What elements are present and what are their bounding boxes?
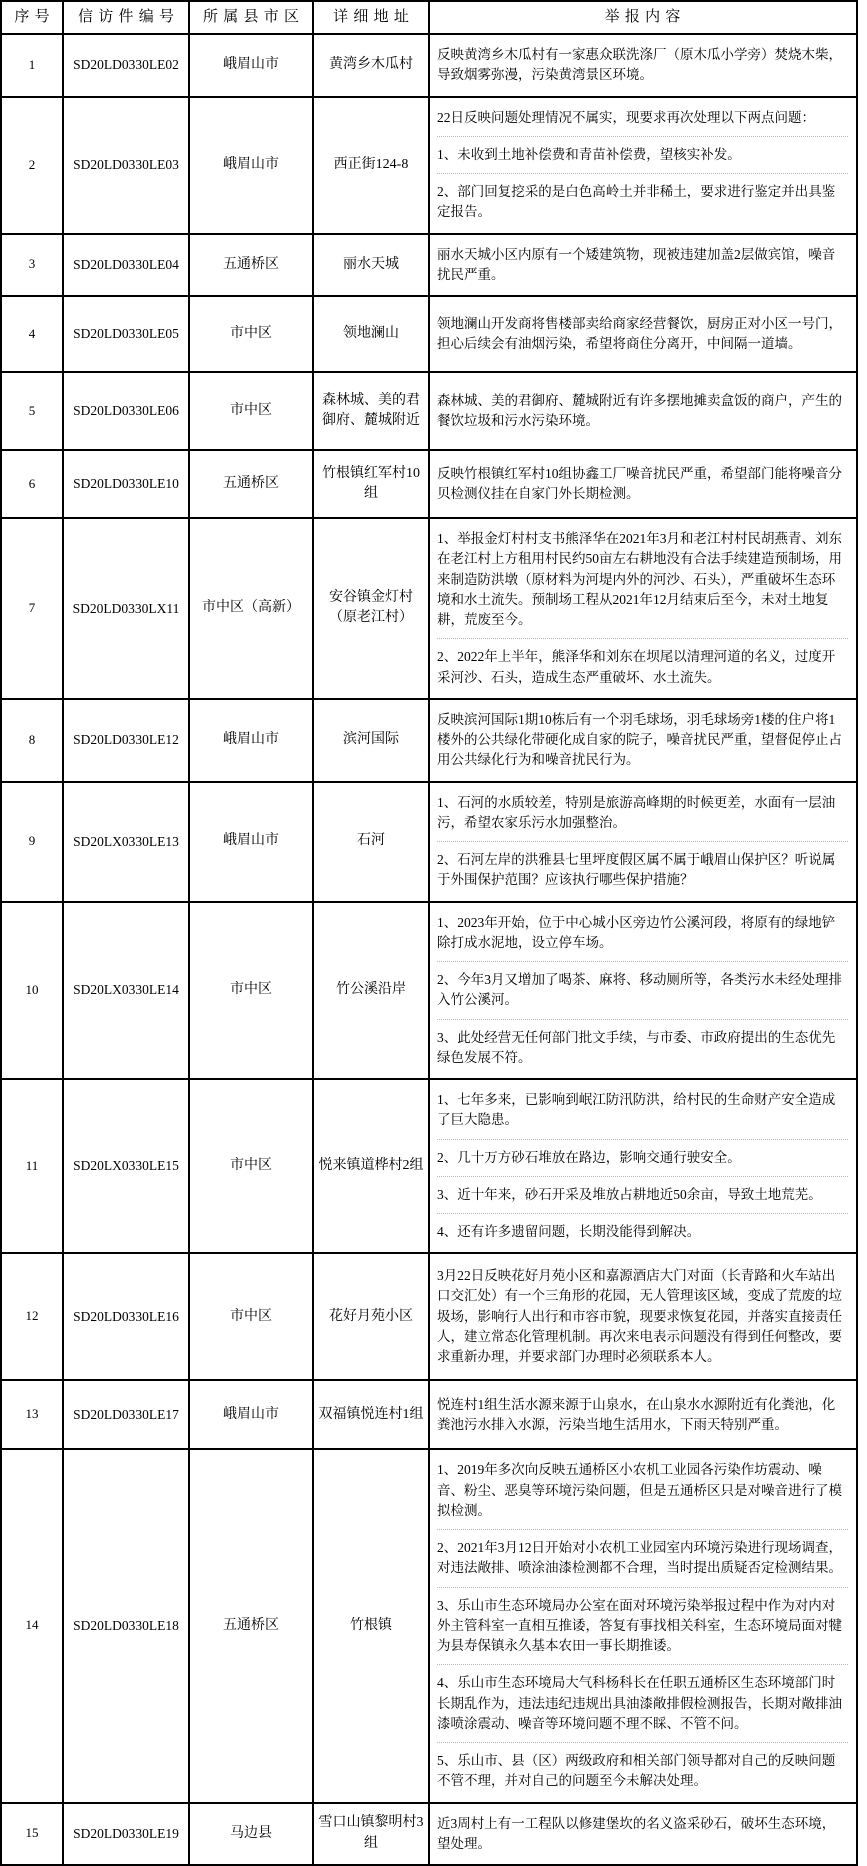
- address-cell: 竹根镇: [314, 1450, 428, 1801]
- petition-code-cell: SD20LX0330LE15: [64, 1080, 188, 1252]
- report-paragraph: 2、部门回复挖采的是白色高岭土并非稀土，要求进行鉴定并出具鉴定报告。: [437, 173, 848, 231]
- district-cell: 市中区（高新）: [190, 519, 312, 698]
- address-cell: 黄湾乡木瓜村: [314, 35, 428, 96]
- report-content-cell: [430, 783, 856, 901]
- address-cell: 石河: [314, 783, 428, 901]
- row-number-cell: 4: [2, 297, 62, 371]
- report-content-cell: [430, 1080, 856, 1252]
- report-paragraph: 1、七年多来，已影响到岷江防汛防洪，给村民的生命财产安全造成了巨大隐患。: [437, 1092, 836, 1128]
- address-cell: 竹公溪沿岸: [314, 903, 428, 1079]
- row-number-cell: 6: [2, 451, 62, 517]
- report-content-cell: [430, 98, 856, 233]
- table-row: [2, 235, 856, 296]
- report-content-cell: [430, 903, 856, 1079]
- district-cell: 五通桥区: [190, 235, 312, 296]
- district-cell: 市中区: [190, 297, 312, 371]
- district-cell: 峨眉山市: [190, 700, 312, 781]
- report-content-cell: [430, 1804, 856, 1865]
- report-content-cell: [430, 297, 856, 371]
- address-cell: 双福镇悦连村1组: [314, 1381, 428, 1448]
- petition-code-cell: SD20LD0330LE12: [64, 700, 188, 781]
- address-cell: 森林城、美的君御府、麓城附近: [314, 373, 428, 449]
- report-content-cell: [430, 1450, 856, 1801]
- address-cell: 丽水天城: [314, 235, 428, 296]
- row-number-cell: 7: [2, 519, 62, 698]
- district-cell: 五通桥区: [190, 451, 312, 517]
- table-row: [2, 35, 856, 96]
- row-number-cell: 11: [2, 1080, 62, 1252]
- report-content-cell: [430, 1381, 856, 1448]
- petition-code-cell: SD20LD0330LX11: [64, 519, 188, 698]
- report-content-cell: [430, 451, 856, 517]
- district-cell: 五通桥区: [190, 1450, 312, 1801]
- table-row: [2, 1804, 856, 1865]
- address-cell: 悦来镇道桦村2组: [314, 1080, 428, 1252]
- petition-code-cell: SD20LD0330LE02: [64, 35, 188, 96]
- table-row: [2, 1450, 856, 1801]
- district-cell: 峨眉山市: [190, 98, 312, 233]
- report-paragraph: 反映竹根镇红军村10组协鑫工厂噪音扰民严重，希望部门能将噪音分贝检测仪挂在自家门外长期检测。: [437, 465, 842, 501]
- report-paragraph: 1、2023年开始，位于中心城小区旁边竹公溪河段，将原有的绿地铲除打成水泥地，设立停车场。: [437, 914, 836, 950]
- report-paragraph: 领地澜山开发商将售楼部卖给商家经营餐饮，厨房正对小区一号门，担心后续会有油烟污染，希望将商住分离开，中间隔一道墙。: [437, 315, 842, 351]
- address-cell: 雪口山镇黎明村3组: [314, 1804, 428, 1865]
- report-paragraph: 2、2021年3月12日开始对小农机工业园室内环境污染进行现场调查，对违法敞排、喷涂油漆检测都不合理，当时提出质疑否定检测结果。: [437, 1529, 848, 1587]
- petition-code-cell: SD20LD0330LE10: [64, 451, 188, 517]
- report-paragraph: 3、乐山市生态环境局办公室在面对环境污染举报过程中作为对内对外主管科室一直相互推诿，答复有事找相关科室，生态环境局面对犍为县寿保镇永久基本农田一事长期推诿。: [437, 1587, 848, 1665]
- report-paragraph: 丽水天城小区内原有一个矮建筑物，现被违建加盖2层做宾馆，噪音扰民严重。: [437, 246, 836, 282]
- district-cell: 市中区: [190, 1254, 312, 1379]
- report-content-cell: [430, 700, 856, 781]
- row-number-cell: 15: [2, 1804, 62, 1865]
- row-number-cell: 10: [2, 903, 62, 1079]
- petition-code-cell: SD20LD0330LE03: [64, 98, 188, 233]
- report-paragraph: 4、还有许多遗留问题，长期没能得到解决。: [437, 1213, 848, 1250]
- report-paragraph: 2、今年3月又增加了喝茶、麻将、移动厕所等，各类污水未经处理排入竹公溪河。: [437, 961, 848, 1019]
- address-cell: 花好月苑小区: [314, 1254, 428, 1379]
- header-serial-number: 序号: [2, 2, 62, 33]
- petition-code-cell: SD20LX0330LE13: [64, 783, 188, 901]
- report-paragraph: 2、几十万方砂石堆放在路边，影响交通行驶安全。: [437, 1139, 848, 1176]
- report-content-cell: [430, 235, 856, 296]
- address-cell: 西正街124-8: [314, 98, 428, 233]
- row-number-cell: 2: [2, 98, 62, 233]
- report-paragraph: 1、举报金灯村村支书熊泽华在2021年3月和老江村村民胡燕青、刘东在老江村上方租用村民约50亩左右耕地没有合法手续建造预制场，用来制造防洪墩（原材料为河堤内外的河沙、石头），严重破坏生态环境和水土流失。预制场工程从2021年12月结束后至今，未对土地复耕，荒废至今。: [437, 531, 842, 627]
- report-paragraph: 近3周村上有一工程队以修建堡坎的名义盗采砂石，破坏生态环境，望处理。: [437, 1815, 836, 1851]
- district-cell: 市中区: [190, 903, 312, 1079]
- report-paragraph: 森林城、美的君御府、麓城附近有许多摆地摊卖盒饭的商户，产生的餐饮垃圾和污水污染环境。: [437, 392, 842, 428]
- report-paragraph: 反映滨河国际1期10栋后有一个羽毛球场，羽毛球场旁1楼的住户将1楼外的公共绿化带硬化成自家的院子，噪音扰民严重，望督促停止占用公共绿化行为和噪音扰民行为。: [437, 711, 842, 768]
- table-row: [2, 700, 856, 781]
- table-row: [2, 297, 856, 371]
- report-content-cell: [430, 373, 856, 449]
- report-paragraph: 3、此处经营无任何部门批文手续，与市委、市政府提出的生态优先绿色发展不符。: [437, 1019, 848, 1077]
- report-paragraph: 2、石河左岸的洪雅县七里坪度假区属不属于峨眉山保护区？听说属于外围保护范围？应该执行哪些保护措施？: [437, 841, 848, 899]
- report-paragraph: 22日反映问题处理情况不属实，现要求再次处理以下两点问题：: [437, 109, 815, 125]
- table-row: [2, 1381, 856, 1448]
- table-row: [2, 373, 856, 449]
- row-number-cell: 5: [2, 373, 62, 449]
- petition-code-cell: SD20LX0330LE14: [64, 903, 188, 1079]
- table-header-row: [2, 2, 856, 33]
- row-number-cell: 8: [2, 700, 62, 781]
- district-cell: 市中区: [190, 373, 312, 449]
- petition-code-cell: SD20LD0330LE05: [64, 297, 188, 371]
- header-district: 所属县市区: [190, 2, 312, 33]
- report-paragraph: 5、乐山市、县（区）两级政府和相关部门领导都对自己的反映问题不管不理，并对自己的问题至今未解决处理。: [437, 1742, 848, 1800]
- table-row: [2, 1254, 856, 1379]
- district-cell: 峨眉山市: [190, 783, 312, 901]
- table-row: [2, 1080, 856, 1252]
- table-row: [2, 98, 856, 233]
- table-row: [2, 783, 856, 901]
- district-cell: 峨眉山市: [190, 1381, 312, 1448]
- report-paragraph: 1、2019年多次向反映五通桥区小农机工业园各污染作坊震动、噪音、粉尘、恶臭等环境污染问题，但是五通桥区只是对噪音进行了模拟检测。: [437, 1462, 842, 1518]
- district-cell: 峨眉山市: [190, 35, 312, 96]
- address-cell: 领地澜山: [314, 297, 428, 371]
- report-content-cell: [430, 1254, 856, 1379]
- table-row: [2, 519, 856, 698]
- report-paragraph: 悦连村1组生活水源来源于山泉水，在山泉水水源附近有化粪池，化粪池污水排入水源，污染当地生活用水，下雨天特别严重。: [437, 1396, 836, 1432]
- petition-code-cell: SD20LD0330LE18: [64, 1450, 188, 1801]
- row-number-cell: 1: [2, 35, 62, 96]
- report-content-cell: [430, 35, 856, 96]
- row-number-cell: 13: [2, 1381, 62, 1448]
- report-content-cell: [430, 519, 856, 698]
- header-petition-code: 信访件编号: [64, 2, 188, 33]
- row-number-cell: 3: [2, 235, 62, 296]
- table-row: [2, 903, 856, 1079]
- address-cell: 滨河国际: [314, 700, 428, 781]
- report-paragraph: 1、石河的水质较差，特别是旅游高峰期的时候更差，水面有一层油污，希望农家乐污水加强整治。: [437, 794, 836, 830]
- table-row: [2, 451, 856, 517]
- address-cell: 安谷镇金灯村（原老江村）: [314, 519, 428, 698]
- district-cell: 市中区: [190, 1080, 312, 1252]
- header-address: 详细地址: [314, 2, 428, 33]
- report-paragraph: 3月22日反映花好月苑小区和嘉源酒店大门对面（长青路和火车站出口交汇处）有一个三角形的花园，无人管理该区域，变成了荒废的垃圾场，影响行人出行和市容市貌，现要求恢复花园，并落实直接责任人，建立常态化管理机制。再次来电表示问题没有得到任何整改，要求重新办理，并要求部门办理时必须联系本人。: [437, 1268, 842, 1365]
- report-paragraph: 2、2022年上半年，熊泽华和刘东在坝尾以清理河道的名义，过度开采河沙、石头，造成生态严重破坏、水土流失。: [437, 638, 848, 696]
- address-cell: 竹根镇红军村10组: [314, 451, 428, 517]
- report-paragraph: 反映黄湾乡木瓜村有一家惠众联洗涤厂（原木瓜小学旁）焚烧木柴，导致烟雾弥漫，污染黄湾景区环境。: [437, 47, 842, 83]
- petition-code-cell: SD20LD0330LE16: [64, 1254, 188, 1379]
- report-paragraph: 1、未收到土地补偿费和青苗补偿费，望核实补发。: [437, 136, 848, 173]
- district-cell: 马边县: [190, 1804, 312, 1865]
- row-number-cell: 12: [2, 1254, 62, 1379]
- petition-code-cell: SD20LD0330LE04: [64, 235, 188, 296]
- report-paragraph: 4、乐山市生态环境局大气科杨科长在任职五通桥区生态环境部门时长期乱作为，违法违纪违规出具油漆敞排假检测报告，长期对敞排油漆喷涂震动、噪音等环境问题不理不睬、不管不问。: [437, 1664, 848, 1742]
- row-number-cell: 9: [2, 783, 62, 901]
- petition-code-cell: SD20LD0330LE06: [64, 373, 188, 449]
- report-paragraph: 3、近十年来，砂石开采及堆放占耕地近50余亩，导致土地荒芜。: [437, 1176, 848, 1213]
- petition-code-cell: SD20LD0330LE17: [64, 1381, 188, 1448]
- row-number-cell: 14: [2, 1450, 62, 1801]
- petition-code-cell: SD20LD0330LE19: [64, 1804, 188, 1865]
- header-report-content: 举报内容: [430, 2, 856, 33]
